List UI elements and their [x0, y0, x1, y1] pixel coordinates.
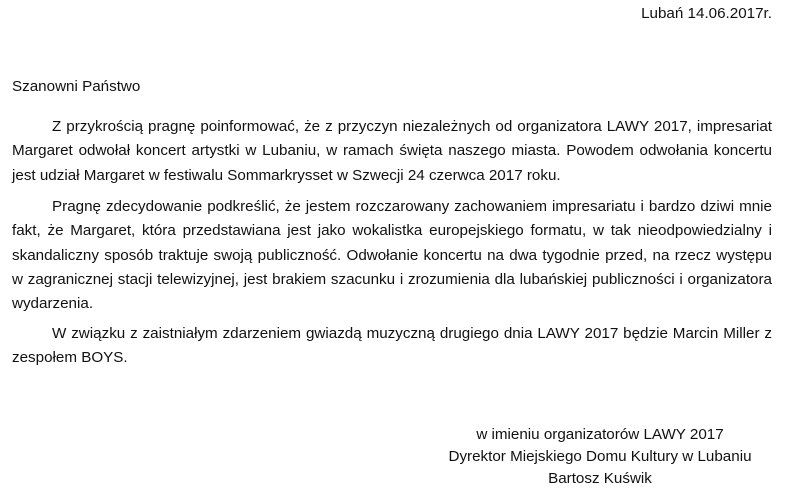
signature-line-title: Dyrektor Miejskiego Domu Kultury w Lubaniu [448, 448, 752, 465]
letter-salutation: Szanowni Państwo [12, 78, 141, 95]
letter-date: Lubań 14.06.2017r. [641, 5, 772, 22]
signature-block [430, 424, 770, 490]
signature-line-organizers: w imieniu organizatorów LAWY 2017 [476, 426, 724, 443]
signature-line-name: Bartosz Kuświk [548, 470, 652, 487]
letter-paragraph-1: Z przykrością pragnę poinformować, że z przyczyn niezależnych od organizatora LAWY 2017, impresariat Margaret odwołał koncert artystki w Lubaniu, w ramach święta naszego miasta. Powodem odwołania koncertu jest udział Margaret w festiwalu Sommarkrysset w Szwecji 24 czerwca 2017 roku. [12, 118, 772, 184]
letter-paragraph-3: W związku z zaistniałym zdarzeniem gwiazdą muzyczną drugiego dnia LAWY 2017 będzie Marcin Miller z zespołem BOYS. [12, 325, 772, 367]
letter-paragraph-2: Pragnę zdecydowanie podkreślić, że jestem rozczarowany zachowaniem impresariatu i bardzo dziwi mnie fakt, że Margaret, która przedstawiana jest jako wokalistka europejskiego formatu, w tak nieodpowiedzialny i skandaliczny sposób traktuje swoją publiczność. Odwołanie koncertu na dwa tygodnie przed, na rzecz występu w zagranicznej stacji telewizyjnej, jest brakiem szacunku i zrozumienia dla lubańskiej publiczności i organizatora wydarzenia. [12, 198, 772, 313]
